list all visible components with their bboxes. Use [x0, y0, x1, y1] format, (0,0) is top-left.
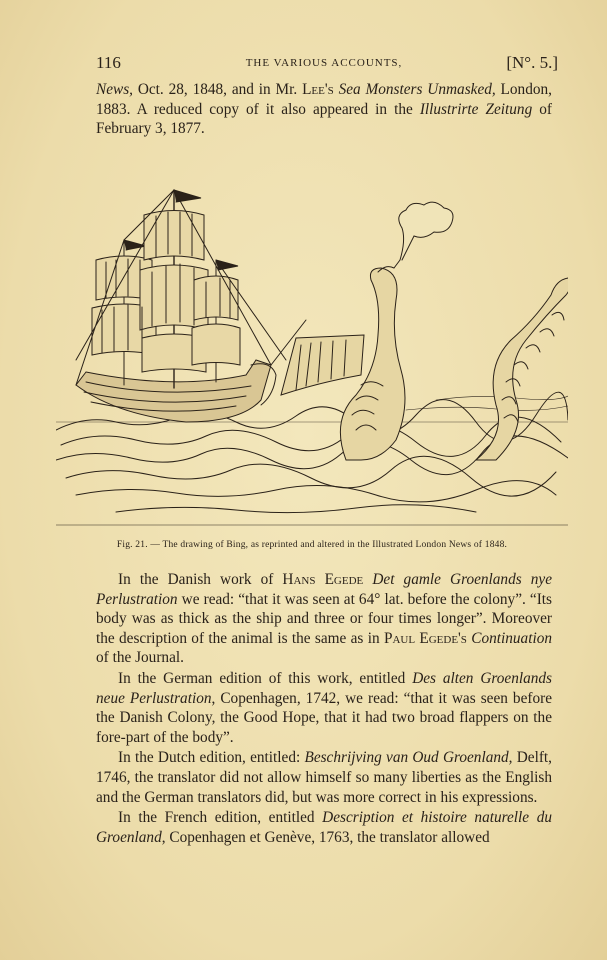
- author-name: Hans Egede: [282, 571, 364, 588]
- paragraph-danish-edition: [96, 570, 552, 668]
- text-span: [363, 571, 372, 588]
- running-title: THE VARIOUS ACCOUNTS,: [245, 57, 403, 69]
- book-title: Continuation: [471, 629, 552, 647]
- text-span: News,: [96, 81, 133, 98]
- paragraph-dutch-edition: [96, 748, 552, 807]
- figure-caption: Fig. 21. — The drawing of Bing, as reprinted and altered in the Illustrated London News of 1848.: [116, 540, 508, 550]
- author-name: Paul Egede's: [383, 629, 467, 647]
- book-title: Des alten Groenlands neue Perlustration: [96, 669, 552, 707]
- paragraph-french-edition: [96, 808, 552, 847]
- text-span: London, 1883. A reduced copy of it also appeared in the: [96, 81, 552, 118]
- book-title: Det gamle Groenlands nye Perlustration: [96, 571, 553, 608]
- text-span: we read: “that it was seen at 64° lat. before the colony”. “Its body was as thick as the ship and three or four times longer”. Moreover the description of the animal is the same as in: [96, 590, 552, 647]
- page-number: 116: [96, 53, 121, 72]
- book-title: Description et histoire naturelle du Groenland: [96, 809, 552, 846]
- paragraph-german-edition: [96, 669, 552, 747]
- text-span: of the Journal.: [96, 649, 184, 667]
- sailing-ship-illustration: [76, 190, 306, 422]
- section-number: [N°. 5.]: [506, 53, 558, 72]
- engraving-ship-and-sea-serpent: [56, 160, 568, 530]
- text-span: In the German edition of this work, entitled: [118, 669, 413, 687]
- book-title: Beschrijving van Oud Groenland,: [304, 749, 513, 767]
- text-span: Oct. 28, 1848, and in Mr.: [132, 81, 303, 98]
- sea-serpent-illustration: [281, 202, 568, 460]
- text-span: , Copenhagen et Genève, 1763, the translator allowed: [161, 828, 490, 846]
- body-text: [96, 570, 552, 847]
- text-span: Delft, 1746, the translator did not allow himself so many liberties as the English and the German translators did, but was more correct in his expressions.: [96, 749, 552, 806]
- text-span: of February 3, 1877.: [96, 100, 552, 138]
- text-span: In the Danish work of: [118, 571, 283, 588]
- intro-paragraph: [96, 80, 552, 139]
- text-span: , Copenhagen, 1742, we read: “that it was seen before the Danish Colony, the Good Hope, that it had two broad flappers on the fore-part of the body”.: [96, 689, 552, 746]
- book-title: Sea Monsters Unmasked,: [338, 81, 496, 98]
- running-header: [96, 53, 558, 75]
- periodical-title: Illustrirte Zeitung: [419, 100, 533, 118]
- text-span: In the Dutch edition, entitled:: [118, 749, 305, 767]
- author-name: Lee's: [302, 81, 334, 98]
- text-span: In the French edition, entitled: [118, 809, 323, 827]
